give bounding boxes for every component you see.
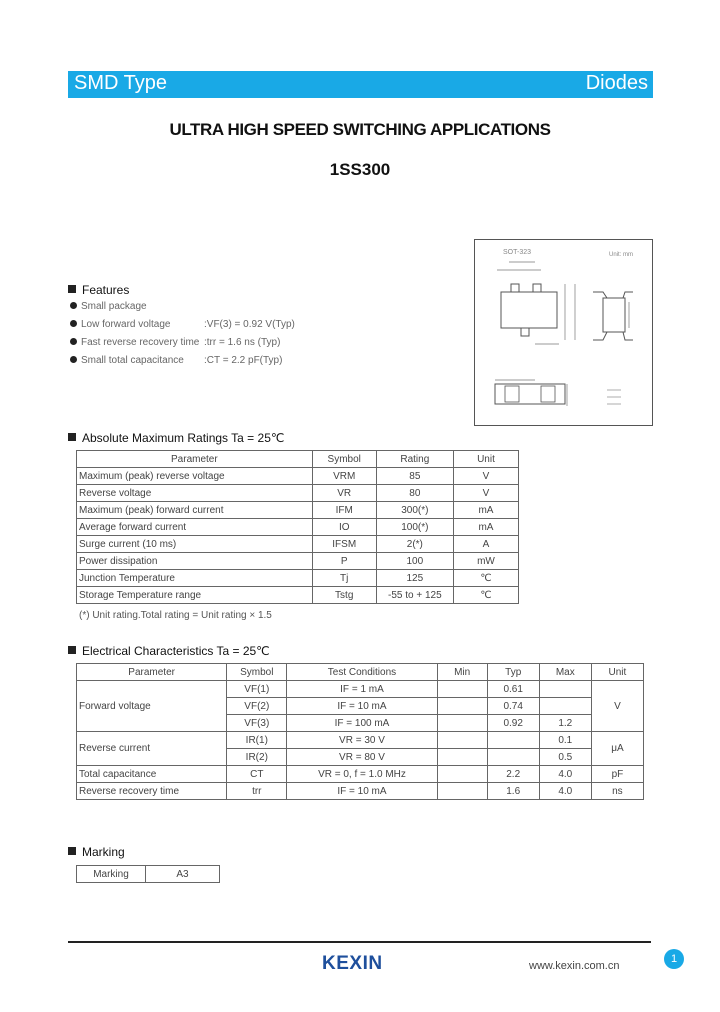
- header-type: Diodes: [585, 72, 648, 94]
- feature-item: Fast reverse recovery time :trr = 1.6 ns (Typ): [70, 337, 199, 355]
- header-bar: [68, 71, 653, 98]
- table-row: Power dissipation P 100 mW: [77, 553, 519, 570]
- abs-max-table: [76, 450, 519, 604]
- package-unit: Unit: mm: [609, 252, 633, 258]
- section-bullet-icon: [68, 646, 76, 654]
- marking-heading: Marking: [68, 845, 125, 859]
- package-drawing: [475, 240, 652, 425]
- section-bullet-icon: [68, 847, 76, 855]
- website-url: www.kexin.com.cn: [529, 960, 620, 972]
- section-bullet-icon: [68, 433, 76, 441]
- feature-list: [70, 301, 295, 373]
- table-row: Reverse voltage VR 80 V: [77, 485, 519, 502]
- package-top-view: [501, 292, 557, 328]
- feature-item: Low forward voltage :VF(3) = 0.92 V(Typ): [70, 319, 199, 337]
- bullet-icon: [70, 302, 77, 309]
- package-side-view: [603, 298, 625, 332]
- rating-footnote: (*) Unit rating.Total rating = Unit rating × 1.5: [79, 610, 272, 621]
- electrical-heading: Electrical Characteristics Ta = 25℃: [68, 644, 270, 658]
- table-row: Marking A3: [77, 866, 220, 883]
- page-title: ULTRA HIGH SPEED SWITCHING APPLICATIONS: [169, 120, 551, 139]
- bullet-icon: [70, 338, 77, 345]
- table-row: Junction Temperature Tj 125 ℃: [77, 570, 519, 587]
- header-category: SMD Type: [74, 72, 167, 94]
- table-row: VF(2) IF = 10 mA 0.74: [77, 698, 644, 715]
- section-bullet-icon: [68, 285, 76, 293]
- feature-item: Small package: [70, 301, 199, 319]
- table-row: Forward voltage VF(1) IF = 1 mA 0.61 V: [77, 681, 644, 698]
- table-row: Average forward current IO 100(*) mA: [77, 519, 519, 536]
- package-name: SOT-323: [503, 249, 532, 256]
- table-row: Maximum (peak) reverse voltage VRM 85 V: [77, 468, 519, 485]
- page-number: 1: [664, 949, 684, 969]
- footer-divider: [68, 941, 651, 943]
- table-row: Storage Temperature range Tstg -55 to + 125 ℃: [77, 587, 519, 604]
- package-outline-drawing: [474, 239, 653, 426]
- part-number: 1SS300: [329, 160, 391, 179]
- table-header-row: Parameter Symbol Rating Unit: [77, 451, 519, 468]
- table-row: Surge current (10 ms) IFSM 2(*) A: [77, 536, 519, 553]
- marking-table: [76, 865, 220, 883]
- feature-item: Small total capacitance :CT = 2.2 pF(Typ): [70, 355, 199, 373]
- features-heading: Features: [68, 283, 129, 297]
- electrical-table: [76, 663, 644, 800]
- company-logo: KEXIN: [322, 953, 383, 974]
- table-row: Reverse current IR(1) VR = 30 V 0.1 μA: [77, 732, 644, 749]
- bullet-icon: [70, 320, 77, 327]
- abs-max-heading: Absolute Maximum Ratings Ta = 25℃: [68, 431, 284, 445]
- table-header-row: Parameter Symbol Test Conditions Min Typ Max Unit: [77, 664, 644, 681]
- table-row: Reverse recovery time trr IF = 10 mA 1.6 4.0 ns: [77, 783, 644, 800]
- table-row: Total capacitance CT VR = 0, f = 1.0 MHz 2.2 4.0 pF: [77, 766, 644, 783]
- table-row: IR(2) VR = 80 V 0.5: [77, 749, 644, 766]
- bullet-icon: [70, 356, 77, 363]
- table-row: VF(3) IF = 100 mA 0.92 1.2: [77, 715, 644, 732]
- package-end-view: [495, 384, 565, 404]
- table-row: Maximum (peak) forward current IFM 300(*) mA: [77, 502, 519, 519]
